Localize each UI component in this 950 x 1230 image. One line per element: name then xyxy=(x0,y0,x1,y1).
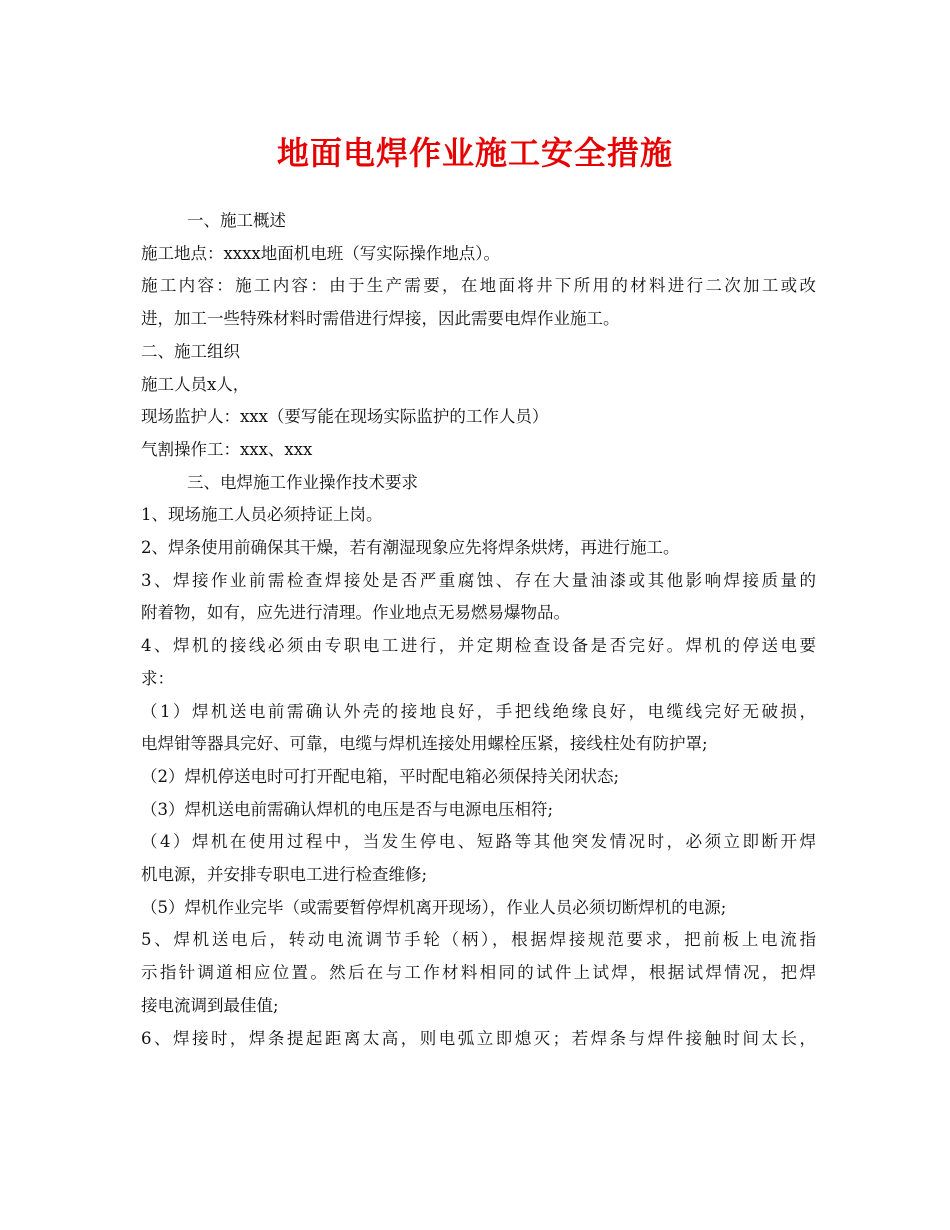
paragraph-line: 施工内容：施工内容：由于生产需要，在地面将井下所用的材料进行二次加工或改 xyxy=(141,276,816,296)
list-item-continuation: 求： xyxy=(141,668,174,688)
paragraph-line: 施工人员x人， xyxy=(141,374,250,394)
sub-list-item: （2）焊机停送电时可打开配电箱，平时配电箱必须保持关闭状态; xyxy=(141,766,620,786)
document-body xyxy=(141,205,816,1055)
sub-list-item-continuation: 机电源，并安排专职电工进行检查维修; xyxy=(141,865,428,885)
section-heading-overview: 一、施工概述 xyxy=(187,211,286,230)
sub-list-item: （4）焊机在使用过程中，当发生停电、短路等其他突发情况时，必须立即断开焊 xyxy=(141,832,816,852)
paragraph-line: 现场监护人：xxx（要写能在现场实际监护的工作人员） xyxy=(141,407,549,427)
list-item: 4、焊机的接线必须由专职电工进行，并定期检查设备是否完好。焊机的停送电要 xyxy=(141,636,816,656)
list-item-continuation: 附着物，如有，应先进行清理。作业地点无易燃易爆物品。 xyxy=(141,603,570,623)
sub-list-item-continuation: 电焊钳等器具完好、可靠，电缆与焊机连接处用螺栓压紧，接线柱处有防护罩; xyxy=(141,734,708,754)
list-item: 1、现场施工人员必须持证上岗。 xyxy=(141,505,383,525)
list-item: 5、焊机送电后，转动电流调节手轮（柄），根据焊接规范要求，把前板上电流指 xyxy=(141,930,816,950)
list-item-continuation: 示指针调道相应位置。然后在与工作材料相同的试件上试焊，根据试焊情况，把焊 xyxy=(141,963,816,983)
list-item: 6、焊接时，焊条提起距离太高，则电弧立即熄灭；若焊条与焊件接触时间太长， xyxy=(141,1028,816,1048)
sub-list-item: （5）焊机作业完毕（或需要暂停焊机离开现场），作业人员必须切断焊机的电源; xyxy=(141,897,727,917)
document-title: 地面电焊作业施工安全措施 xyxy=(276,134,673,172)
sub-list-item: （3）焊机送电前需确认焊机的电压是否与电源电压相符; xyxy=(141,799,554,819)
section-heading-requirements: 三、电焊施工作业操作技术要求 xyxy=(187,472,418,492)
list-item-continuation: 接电流调到最佳值; xyxy=(141,995,279,1015)
paragraph-line: 施工地点：xxxx地面机电班（写实际操作地点）。 xyxy=(141,243,500,263)
list-item: 3、焊接作业前需检查焊接处是否严重腐蚀、存在大量油漆或其他影响焊接质量的 xyxy=(141,570,816,590)
section-heading-organization: 二、施工组织 xyxy=(141,341,240,361)
paragraph-line: 进，加工一些特殊材料时需借进行焊接，因此需要电焊作业施工。 xyxy=(141,309,620,329)
sub-list-item: （1）焊机送电前需确认外壳的接地良好，手把线绝缘良好，电缆线完好无破损， xyxy=(141,701,816,721)
list-item: 2、焊条使用前确保其干燥，若有潮湿现象应先将焊条烘烤，再进行施工。 xyxy=(141,538,680,558)
paragraph-line: 气割操作工：xxx、xxx xyxy=(141,439,313,459)
